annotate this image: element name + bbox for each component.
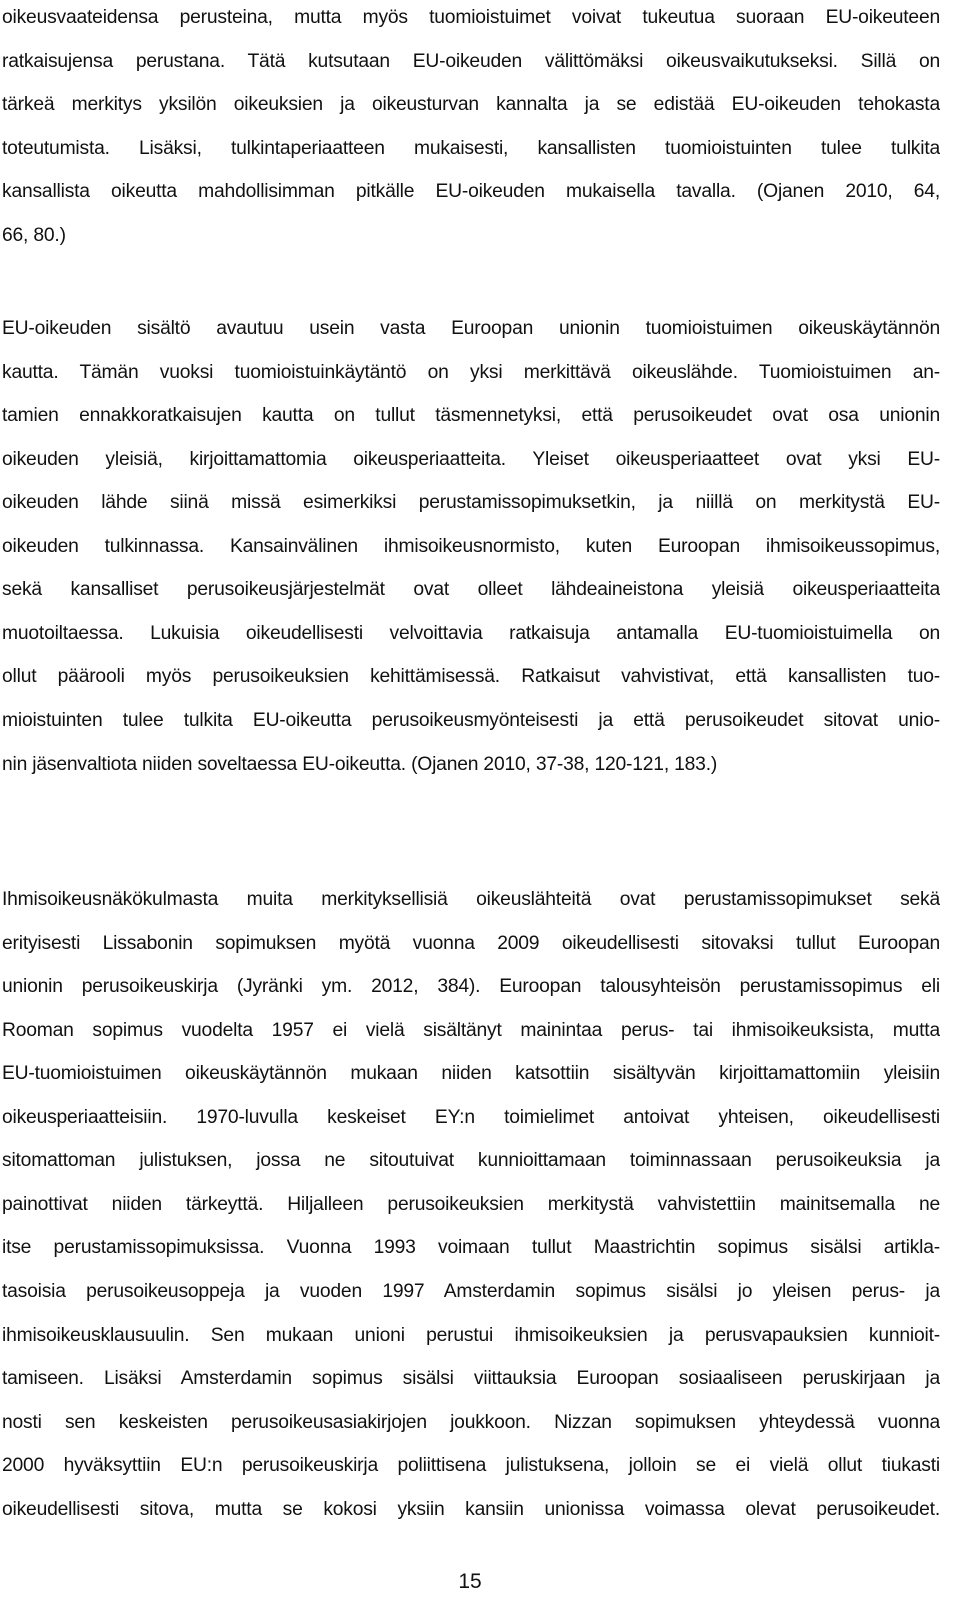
text-line: erityisesti Lissabonin sopimuksen myötä vuonna 2009 oikeudellisesti sitovaksi tullut Euroopan [2,932,940,954]
text-line: 2000 hyväksyttiin EU:n perusoikeuskirja poliittisena julistuksena, jolloin se ei vielä ollut tiukasti [2,1455,940,1477]
text-line: ollut päärooli myös perusoikeuksien kehittämisessä. Ratkaisut vahvistivat, että kansallisten tuo- [2,666,940,688]
text-line: tamiseen. Lisäksi Amsterdamin sopimus sisälsi viittauksia Euroopan sosiaaliseen peruskirjaan ja [2,1368,940,1390]
text-line: sekä kansalliset perusoikeusjärjestelmät ovat olleet lähdeaineistona yleisiä oikeusperiaatteita [2,579,940,601]
page-number: 15 [458,1570,482,1593]
text-line: muotoiltaessa. Lukuisia oikeudellisesti velvoittavia ratkaisuja antamalla EU-tuomioistuimella on [2,622,940,644]
text-line: tasoisia perusoikeusoppeja ja vuoden 1997 Amsterdamin sopimus sisälsi jo yleisen perus- ja [2,1280,940,1302]
text-line: kansallista oikeutta mahdollisimman pitkälle EU-oikeuden mukaisella tavalla. (Ojanen 2010, 64, [2,181,940,203]
text-line: painottivat niiden tärkeyttä. Hiljalleen perusoikeuksien merkitystä vahvistettiin mainitsemalla ne [2,1193,940,1215]
text-line: kautta. Tämän vuoksi tuomioistuinkäytäntö on yksi merkittävä oikeuslähde. Tuomioistuimen an- [2,361,940,383]
text-line: oikeuden lähde siinä missä esimerkiksi perustamissopimuksetkin, ja niillä on merkitystä EU- [2,492,940,514]
text-line: tärkeä merkitys yksilön oikeuksien ja oikeusturvan kannalta ja se edistää EU-oikeuden tehokasta [2,94,940,116]
text-line: 66, 80.) [2,224,66,246]
text-line: sitomattoman julistuksen, jossa ne sitoutuivat kunnioittamaan toiminnassaan perusoikeuksia ja [2,1150,940,1172]
text-line: ratkaisujensa perustana. Tätä kutsutaan EU-oikeuden välittömäksi oikeusvaikutukseksi. Sillä on [2,50,940,72]
text-line: EU-tuomioistuimen oikeuskäytännön mukaan niiden katsottiin sisältyvän kirjoittamattomiin yleisiin [2,1063,940,1085]
text-line: EU-oikeuden sisältö avautuu usein vasta Euroopan unionin tuomioistuimen oikeuskäytännön [2,318,940,339]
text-line: oikeudellisesti sitova, mutta se kokosi yksiin kansiin unionissa voimassa olevat perusoikeudet. [2,1498,940,1520]
text-line: toteutumista. Lisäksi, tulkintaperiaatteen mukaisesti, kansallisten tuomioistuinten tulee tulkita [2,137,940,159]
text-line: oikeuden yleisiä, kirjoittamattomia oikeusperiaatteita. Yleiset oikeusperiaatteet ovat yksi EU- [2,448,940,470]
text-line: nosti sen keskeisten perusoikeusasiakirjojen joukkoon. Nizzan sopimuksen yhteydessä vuonna [2,1411,940,1433]
text-line: itse perustamissopimuksissa. Vuonna 1993 voimaan tullut Maastrichtin sopimus sisälsi artikla- [2,1237,940,1259]
text-line: nin jäsenvaltiota niiden soveltaessa EU-oikeutta. (Ojanen 2010, 37-38, 120-121, 183.) [2,753,718,775]
text-line: tamien ennakkoratkaisujen kautta on tullut täsmennetyksi, että perusoikeudet ovat osa unionin [2,405,940,427]
text-line: ihmisoikeusklausuulin. Sen mukaan unioni perustui ihmisoikeuksien ja perusvapauksien kunnioit- [2,1324,940,1346]
text-line: Ihmisoikeusnäkökulmasta muita merkityksellisiä oikeuslähteitä ovat perustamissopimukset sekä [2,889,940,910]
text-line: mioistuinten tulee tulkita EU-oikeutta perusoikeusmyönteisesti ja että perusoikeudet sitovat unio- [2,709,940,731]
text-line: oikeusperiaatteisiin. 1970-luvulla keskeiset EY:n toimielimet antoivat yhteisen, oikeudellisesti [2,1106,940,1128]
text-line: unionin perusoikeuskirja (Jyränki ym. 2012, 384). Euroopan talousyhteisön perustamissopimus eli [2,976,940,998]
text-line: oikeusvaateidensa perusteina, mutta myös tuomioistuimet voivat tukeutua suoraan EU-oikeuteen [2,7,940,28]
text-line: Rooman sopimus vuodelta 1957 ei vielä sisältänyt mainintaa perus- tai ihmisoikeuksista, mutta [2,1019,940,1041]
text-line: oikeuden tulkinnassa. Kansainvälinen ihmisoikeusnormisto, kuten Euroopan ihmisoikeussopimus, [2,535,940,557]
